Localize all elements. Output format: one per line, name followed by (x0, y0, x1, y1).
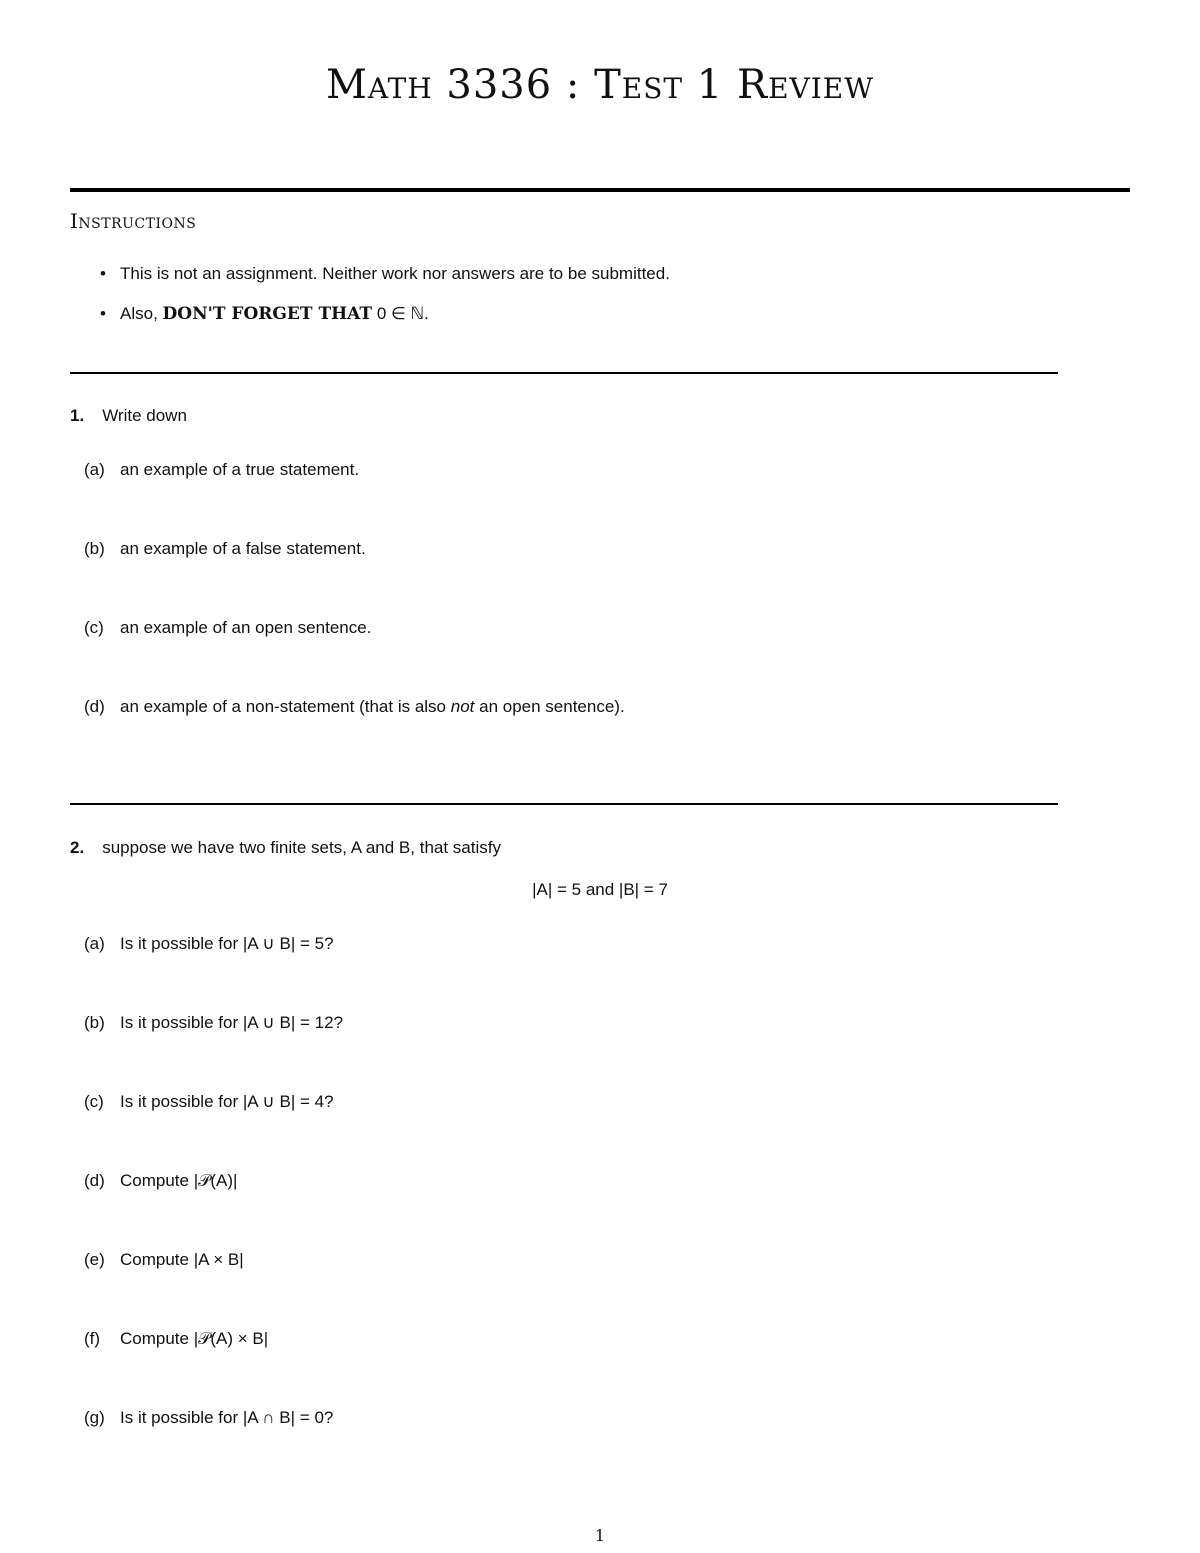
part-text-after: an open sentence). (479, 697, 625, 716)
question-2-prompt: suppose we have two finite sets, A and B, that satisfy (102, 838, 501, 857)
part-label: (e) (84, 1250, 105, 1269)
question-1 (70, 406, 187, 426)
question-2-part-f (84, 1329, 268, 1349)
instruction-text-2-bold: DON'T FORGET THAT (162, 304, 373, 324)
instruction-text-2-math: 0 ∈ ℕ. (376, 304, 429, 323)
question-2-part-g (84, 1408, 333, 1428)
part-label: (a) (84, 460, 105, 479)
part-label: (c) (84, 618, 104, 637)
part-label: (d) (84, 697, 105, 716)
part-text: Compute |𝒫(A) × B| (120, 1329, 269, 1348)
part-text-emphasis: not (450, 697, 475, 716)
question-2-part-e (84, 1250, 244, 1270)
question-1-number: 1. (70, 406, 85, 425)
question-2-number: 2. (70, 838, 85, 857)
part-text: Is it possible for |A ∪ B| = 4? (120, 1092, 334, 1111)
instructions-heading: Instructions (70, 209, 197, 233)
part-text: Is it possible for |A ∩ B| = 0? (120, 1408, 334, 1427)
question-2-display-math: |A| = 5 and |B| = 7 (532, 880, 668, 899)
question-2-part-d (84, 1171, 237, 1191)
instruction-text-2-prefix: Also, (120, 304, 158, 323)
page-number: 1 (594, 1526, 606, 1545)
part-text: Compute |A × B| (120, 1250, 244, 1269)
part-text: Compute |𝒫(A)| (120, 1171, 238, 1190)
part-label: (b) (84, 1013, 105, 1032)
section-divider-1 (70, 372, 1058, 374)
part-label: (g) (84, 1408, 105, 1427)
part-text-before: an example of a non-statement (that is also (120, 697, 447, 716)
instruction-item-2 (100, 304, 429, 324)
bullet-icon: • (100, 304, 106, 323)
part-label: (c) (84, 1092, 104, 1111)
question-2-part-a (84, 934, 334, 954)
question-2 (70, 838, 501, 858)
question-2-part-b (84, 1013, 343, 1033)
part-label: (f) (84, 1329, 101, 1348)
question-1-part-d (84, 697, 625, 717)
instruction-item-1 (100, 264, 670, 284)
part-text: an example of a true statement. (120, 460, 360, 479)
section-divider-2 (70, 803, 1058, 805)
part-text: Is it possible for |A ∪ B| = 12? (120, 1013, 344, 1032)
part-label: (d) (84, 1171, 105, 1190)
title-divider (70, 188, 1130, 192)
part-text: an example of a false statement. (120, 539, 366, 558)
question-1-part-c (84, 618, 371, 638)
question-1-part-a (84, 460, 359, 480)
question-1-prompt: Write down (102, 406, 187, 425)
page-title: Math 3336 : Test 1 Review (325, 62, 875, 108)
question-2-part-c (84, 1092, 334, 1112)
part-text: Is it possible for |A ∪ B| = 5? (120, 934, 334, 953)
instruction-text-1: This is not an assignment. Neither work nor answers are to be submitted. (120, 264, 670, 283)
part-text: an example of an open sentence. (120, 618, 372, 637)
bullet-icon: • (100, 264, 106, 283)
part-label: (b) (84, 539, 105, 558)
question-1-part-b (84, 539, 366, 559)
part-label: (a) (84, 934, 105, 953)
